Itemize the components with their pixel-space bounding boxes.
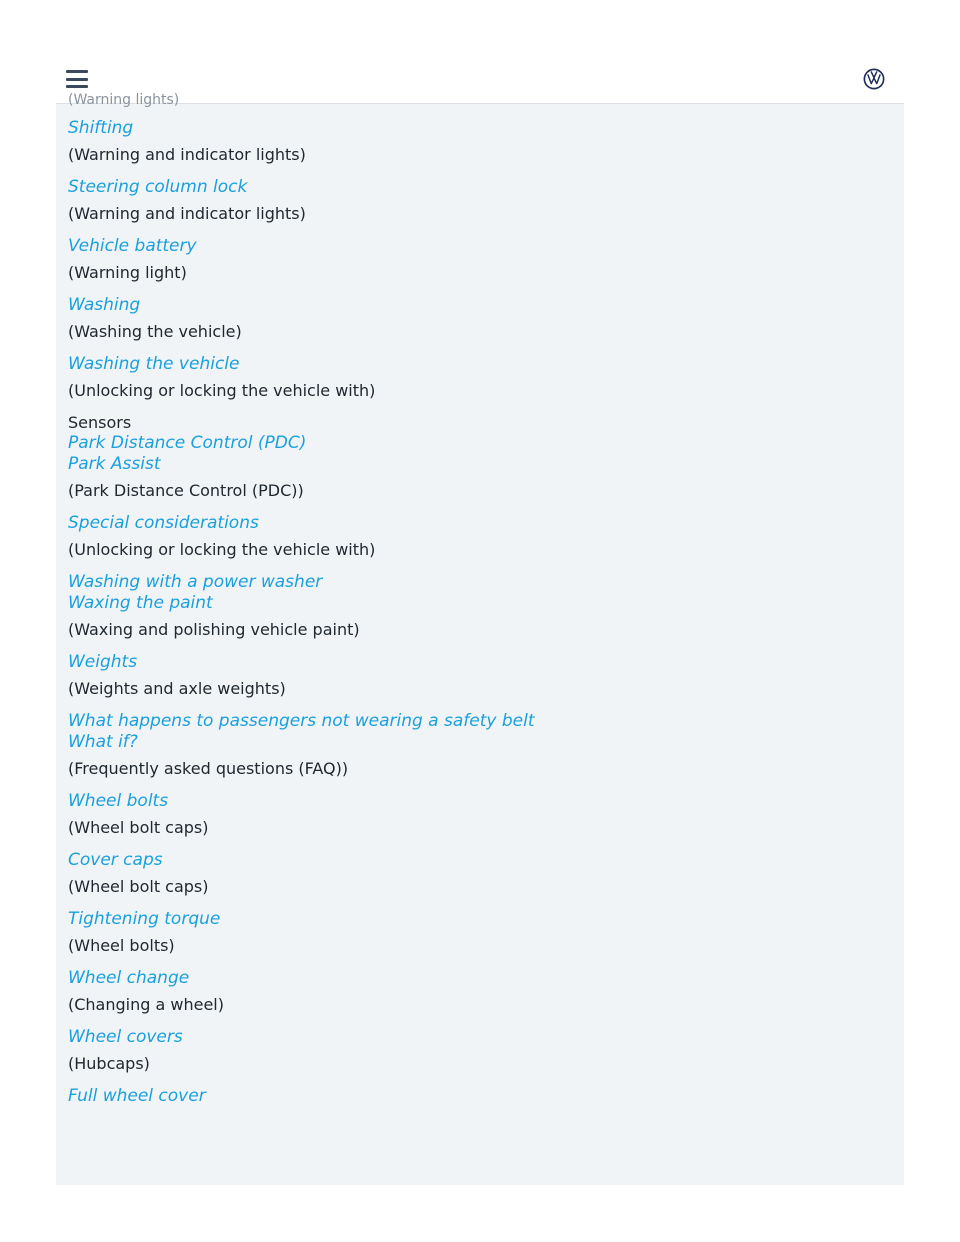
index-entry <box>68 572 892 640</box>
index-description: (Warning and indicator lights) <box>68 145 306 164</box>
index-description: (Park Distance Control (PDC)) <box>68 481 304 500</box>
index-entry <box>68 1086 892 1107</box>
index-entry <box>68 354 892 401</box>
index-description: (Weights and axle weights) <box>68 679 286 698</box>
index-link[interactable]: What happens to passengers not wearing a safety belt <box>68 711 535 731</box>
index-link[interactable]: Park Assist <box>68 454 161 474</box>
index-link[interactable]: Wheel covers <box>68 1027 183 1047</box>
index-entry <box>68 968 892 1015</box>
index-link[interactable]: Washing <box>68 295 141 315</box>
index-link[interactable]: Cover caps <box>68 850 163 870</box>
index-link[interactable]: Special considerations <box>68 513 259 533</box>
index-link[interactable]: What if? <box>68 732 138 752</box>
vw-logo-icon[interactable] <box>863 68 885 90</box>
top-bar <box>56 58 904 104</box>
index-link[interactable]: Tightening torque <box>68 909 221 929</box>
index-link[interactable]: Vehicle battery <box>68 236 197 256</box>
index-entry <box>68 513 892 560</box>
index-content <box>56 92 904 1185</box>
index-description: (Wheel bolt caps) <box>68 877 209 896</box>
index-entry <box>68 118 892 165</box>
index-heading: Sensors <box>68 413 132 432</box>
index-link[interactable]: Park Distance Control (PDC) <box>68 433 307 453</box>
index-list <box>68 118 892 1119</box>
index-description: (Warning and indicator lights) <box>68 204 306 223</box>
index-entry <box>68 1027 892 1074</box>
index-description: (Unlocking or locking the vehicle with) <box>68 381 376 400</box>
index-entry <box>68 791 892 838</box>
index-entry <box>68 295 892 342</box>
index-entry <box>68 909 892 956</box>
index-description: (Waxing and polishing vehicle paint) <box>68 620 360 639</box>
index-link[interactable]: Wheel change <box>68 968 190 988</box>
index-link[interactable]: Washing the vehicle <box>68 354 240 374</box>
index-entry <box>68 652 892 699</box>
index-entry <box>68 177 892 224</box>
index-description: (Unlocking or locking the vehicle with) <box>68 540 376 559</box>
index-description: (Changing a wheel) <box>68 995 224 1014</box>
index-link[interactable]: Steering column lock <box>68 177 248 197</box>
index-entry <box>68 236 892 283</box>
index-link[interactable]: Weights <box>68 652 138 672</box>
index-description: (Hubcaps) <box>68 1054 150 1073</box>
index-entry <box>68 850 892 897</box>
index-link[interactable]: Shifting <box>68 118 134 138</box>
index-link[interactable]: Wheel bolts <box>68 791 169 811</box>
cut-off-text: (Warning lights) <box>68 92 180 108</box>
index-entry <box>68 413 892 501</box>
hamburger-menu-icon[interactable] <box>66 70 88 88</box>
index-entry <box>68 711 892 779</box>
index-description: (Wheel bolt caps) <box>68 818 209 837</box>
index-description: (Warning light) <box>68 263 187 282</box>
index-link[interactable]: Waxing the paint <box>68 593 213 613</box>
index-description: (Washing the vehicle) <box>68 322 242 341</box>
index-description: (Wheel bolts) <box>68 936 175 955</box>
index-link[interactable]: Washing with a power washer <box>68 572 323 592</box>
index-description: (Frequently asked questions (FAQ)) <box>68 759 349 778</box>
index-link[interactable]: Full wheel cover <box>68 1086 206 1106</box>
